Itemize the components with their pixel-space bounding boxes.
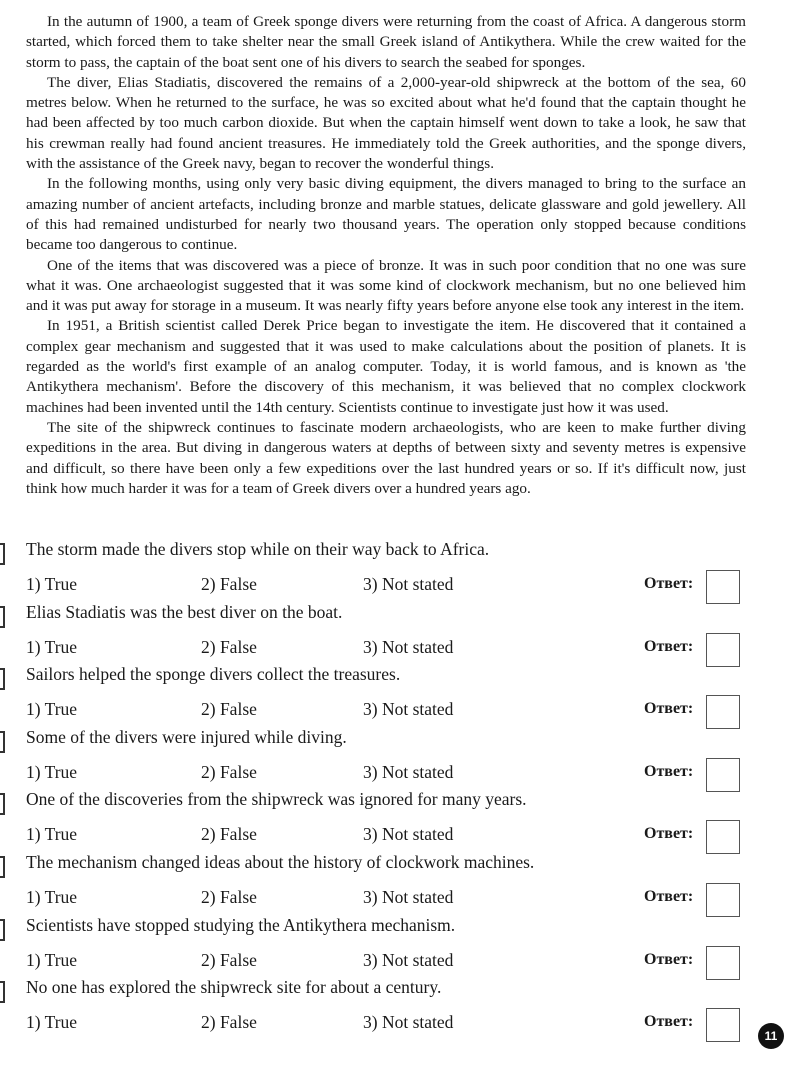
task-item	[0, 601, 789, 664]
task-options	[26, 1012, 746, 1036]
page-number-badge: 11	[758, 1023, 784, 1049]
answer-box[interactable]	[706, 946, 740, 980]
task-statement: The mechanism changed ideas about the history of clockwork machines.	[26, 851, 535, 872]
passage-paragraph: In the following months, using only very basic diving equipment, the divers managed to bring to the surface an amazing number of ancient artefacts, including bronze and marble statues, delicate glassware and gold jewellery. All of this had remained undisturbed for nearly two thousand years. The operation only stopped because conditions became too dangerous to continue.	[26, 175, 746, 254]
task-statement: One of the discoveries from the shipwreck was ignored for many years.	[26, 789, 527, 810]
task-number-bracket	[0, 668, 5, 690]
task-options	[26, 637, 746, 661]
option-true[interactable]: 1) True	[26, 1012, 78, 1033]
answer-label: Ответ:	[644, 825, 694, 843]
answer-box[interactable]	[706, 883, 740, 917]
answer-label: Ответ:	[644, 887, 694, 905]
answer-box[interactable]	[706, 820, 740, 854]
reading-passage	[26, 12, 746, 499]
task-item	[0, 538, 789, 601]
passage-paragraph: In the autumn of 1900, a team of Greek sponge divers were returning from the coast of Africa. A dangerous storm started, which forced them to take shelter near the small Greek island of Antikythera. While the crew waited for the storm to pass, the captain of the boat sent one of his divers to search the seabed for sponges.	[26, 13, 746, 71]
task-statement: The storm made the divers stop while on their way back to Africa.	[26, 539, 490, 559]
task-item	[0, 788, 789, 851]
option-false[interactable]: 2) False	[201, 1012, 257, 1033]
option-true[interactable]: 1) True	[26, 574, 78, 594]
option-not-stated[interactable]: 3) Not stated	[363, 824, 454, 845]
answer-label: Ответ:	[644, 637, 694, 655]
answer-box[interactable]	[706, 695, 740, 729]
task-statement: Elias Stadiatis was the best diver on the boat.	[26, 601, 343, 622]
option-true[interactable]: 1) True	[26, 761, 78, 782]
option-not-stated[interactable]: 3) Not stated	[363, 574, 454, 594]
option-false[interactable]: 2) False	[201, 886, 257, 907]
passage-paragraph: In 1951, a British scientist called Derek Price began to investigate the item. He discovered that it contained a complex gear mechanism and suggested that it was used to make calculations about the position of planets. It is regarded as the world's first example of an analog computer. Today, it is world famous, and is known as 'the Antikythera mechanism'. Before the discovery of this mechanism, it was believed that no complex clockwork machines had been invented until the 14th century. Scientists continue to investigate just how it was used.	[26, 317, 746, 416]
task-options	[26, 887, 746, 911]
task-number-bracket	[0, 981, 5, 1003]
answer-box[interactable]	[706, 1008, 740, 1042]
task-item	[0, 663, 789, 726]
option-true[interactable]: 1) True	[26, 699, 78, 720]
task-item	[0, 976, 789, 1039]
task-statement: Sailors helped the sponge divers collect the treasures.	[26, 664, 401, 685]
option-not-stated[interactable]: 3) Not stated	[363, 636, 454, 657]
option-not-stated[interactable]: 3) Not stated	[363, 761, 454, 782]
option-true[interactable]: 1) True	[26, 886, 78, 907]
option-not-stated[interactable]: 3) Not stated	[363, 949, 454, 970]
option-true[interactable]: 1) True	[26, 636, 78, 657]
task-statement: No one has explored the shipwreck site for about a century.	[26, 977, 442, 998]
task-options	[26, 574, 746, 598]
passage-paragraph: The site of the shipwreck continues to fascinate modern archaeologists, who are keen to make further diving expeditions in the area. But diving in dangerous waters at depths of between sixty and seventy metres is expensive and difficult, so there have been only a few expeditions over the last hundred years or so. If it's difficult now, just think how much harder it was for a team of Greek divers over a hundred years ago.	[26, 418, 746, 497]
task-statement: Some of the divers were injured while diving.	[26, 726, 347, 747]
option-not-stated[interactable]: 3) Not stated	[363, 699, 454, 720]
task-number-bracket	[0, 919, 5, 941]
task-options	[26, 824, 746, 848]
task-statement: Scientists have stopped studying the Antikythera mechanism.	[26, 914, 456, 935]
task-item	[0, 914, 789, 977]
task-item	[0, 851, 789, 914]
option-false[interactable]: 2) False	[201, 824, 257, 845]
task-options	[26, 950, 746, 974]
task-number-bracket	[0, 543, 5, 565]
option-true[interactable]: 1) True	[26, 949, 78, 970]
option-false[interactable]: 2) False	[201, 949, 257, 970]
option-not-stated[interactable]: 3) Not stated	[363, 1012, 454, 1033]
answer-label: Ответ:	[644, 762, 694, 780]
task-options	[26, 699, 746, 723]
task-number-bracket	[0, 731, 5, 753]
option-true[interactable]: 1) True	[26, 824, 78, 845]
answer-box[interactable]	[706, 570, 740, 604]
task-list	[0, 538, 789, 1039]
option-false[interactable]: 2) False	[201, 636, 257, 657]
passage-paragraph: The diver, Elias Stadiatis, discovered the remains of a 2,000-year-old shipwreck at the bottom of the sea, 60 metres below. When he returned to the surface, he was so excited about what he'd found that the captain thought he had been affected by too much carbon dioxide. But when the captain himself went down to take a look, he saw that his crewman really had found ancient treasures. He immediately told the Greek authorities, and the sponge divers, with the assistance of the Greek navy, began to recover the wonderful things.	[26, 73, 746, 173]
passage-paragraph: One of the items that was discovered was a piece of bronze. It was in such poor condition that no one was sure what it was. One archaeologist suggested that it was some kind of clockwork mechanism, but no one believed him and it was put away for storage in a museum. It was nearly fifty years before anyone else took any interest in the item.	[26, 256, 746, 315]
answer-label: Ответ:	[644, 575, 694, 592]
task-number-bracket	[0, 606, 5, 628]
answer-box[interactable]	[706, 633, 740, 667]
task-item	[0, 726, 789, 789]
option-false[interactable]: 2) False	[201, 761, 257, 782]
answer-box[interactable]	[706, 758, 740, 792]
answer-label: Ответ:	[644, 1013, 694, 1031]
answer-label: Ответ:	[644, 700, 694, 718]
option-not-stated[interactable]: 3) Not stated	[363, 886, 454, 907]
answer-label: Ответ:	[644, 950, 694, 968]
task-number-bracket	[0, 793, 5, 815]
task-number-bracket	[0, 856, 5, 878]
option-false[interactable]: 2) False	[201, 699, 257, 720]
task-options	[26, 762, 746, 786]
option-false[interactable]: 2) False	[201, 574, 257, 594]
